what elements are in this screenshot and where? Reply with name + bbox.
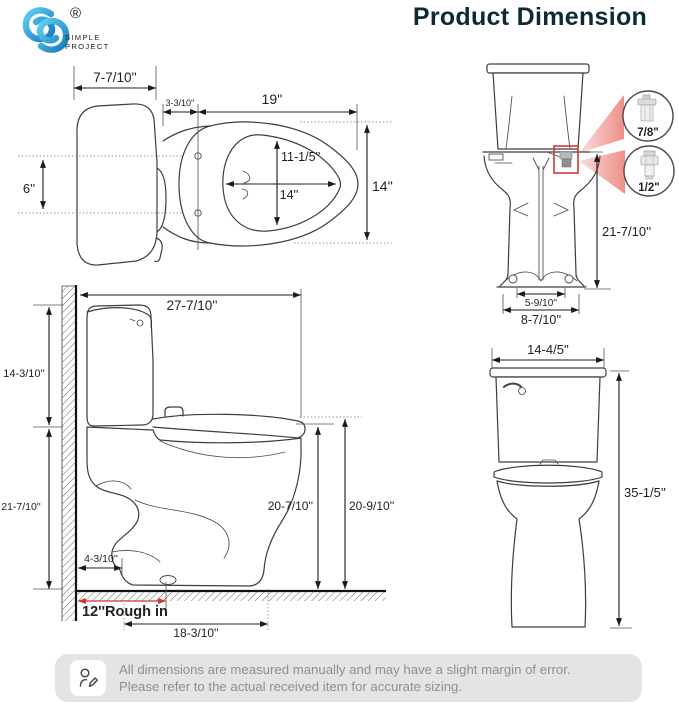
dim-label: 27-7/10'' bbox=[166, 298, 218, 313]
disclaimer-line2: Please refer to the actual received item for accurate sizing. bbox=[119, 678, 463, 694]
brand-name-line1: SIMPLE bbox=[65, 33, 101, 42]
wall-hatch bbox=[62, 286, 75, 621]
disclaimer-text bbox=[119, 662, 571, 695]
callout-beam-top bbox=[579, 95, 624, 153]
toilet-front-view bbox=[490, 368, 606, 627]
dim-tank-above-seat bbox=[3, 305, 63, 427]
dim-label: 14'' bbox=[372, 178, 393, 194]
dim-overall-height bbox=[610, 371, 666, 628]
rear-view bbox=[483, 64, 625, 287]
person-pencil-icon bbox=[76, 666, 100, 690]
manual-measure-icon bbox=[70, 660, 106, 696]
fitting-callout-bottom bbox=[624, 146, 674, 196]
fitting-size-label: 7/8" bbox=[637, 127, 659, 139]
dim-base-setback bbox=[78, 553, 122, 576]
dim-tank-top-width bbox=[74, 66, 156, 100]
floor-hatch bbox=[76, 592, 386, 601]
water-supply-connector bbox=[547, 152, 572, 167]
dim-label: 6'' bbox=[22, 181, 36, 196]
dim-base-inner-width bbox=[517, 288, 565, 309]
dim-tank-width bbox=[492, 342, 604, 368]
base-bolt-cap bbox=[509, 275, 517, 283]
disclaimer-line1: All dimensions are measured manually and may have a slight margin of error. bbox=[119, 662, 571, 677]
base-bolt-cap bbox=[565, 275, 573, 283]
dim-label: 7-7/10'' bbox=[93, 70, 137, 85]
disclaimer-bar bbox=[55, 654, 642, 702]
dim-lid-height bbox=[300, 417, 394, 589]
dim-label: 14'' bbox=[279, 188, 299, 202]
toilet-side-view bbox=[87, 305, 305, 586]
page-title: Product Dimension bbox=[412, 3, 648, 31]
dim-label: 20-9/10'' bbox=[349, 499, 395, 513]
dim-label: 14-3/10'' bbox=[3, 368, 45, 380]
fitting-size-label: 1/2" bbox=[638, 182, 660, 194]
dim-label: 14-4/5'' bbox=[527, 342, 569, 357]
callout-beam-bottom bbox=[579, 150, 625, 194]
drain-cap bbox=[160, 576, 176, 585]
fitting-7-8-icon bbox=[638, 95, 656, 121]
fitting-callout-top bbox=[623, 91, 673, 141]
dim-rough-in bbox=[78, 582, 168, 620]
dim-label: 8-7/10'' bbox=[520, 313, 562, 327]
rough-in-label: 12''Rough in bbox=[82, 604, 168, 620]
dim-label: 21-7/10'' bbox=[1, 501, 41, 513]
tank-top-view bbox=[77, 104, 166, 265]
dim-label: 18-3/10'' bbox=[173, 626, 219, 640]
dim-tank-top-height bbox=[1, 429, 63, 589]
dim-label: 4-3/10'' bbox=[84, 553, 118, 565]
brand-name-line2: PROJECT bbox=[65, 42, 110, 51]
dim-label: 5-9/10'' bbox=[524, 298, 558, 309]
dim-label: 19'' bbox=[261, 91, 283, 107]
dim-label: 3-3/10'' bbox=[165, 98, 195, 108]
dim-label: 21-7/10'' bbox=[602, 224, 652, 239]
dim-label: 20-7/10'' bbox=[267, 499, 313, 513]
dim-label: 35-1/5'' bbox=[624, 485, 666, 500]
dim-label: 11-1/5'' bbox=[281, 150, 321, 164]
registered-mark: ® bbox=[70, 5, 82, 22]
